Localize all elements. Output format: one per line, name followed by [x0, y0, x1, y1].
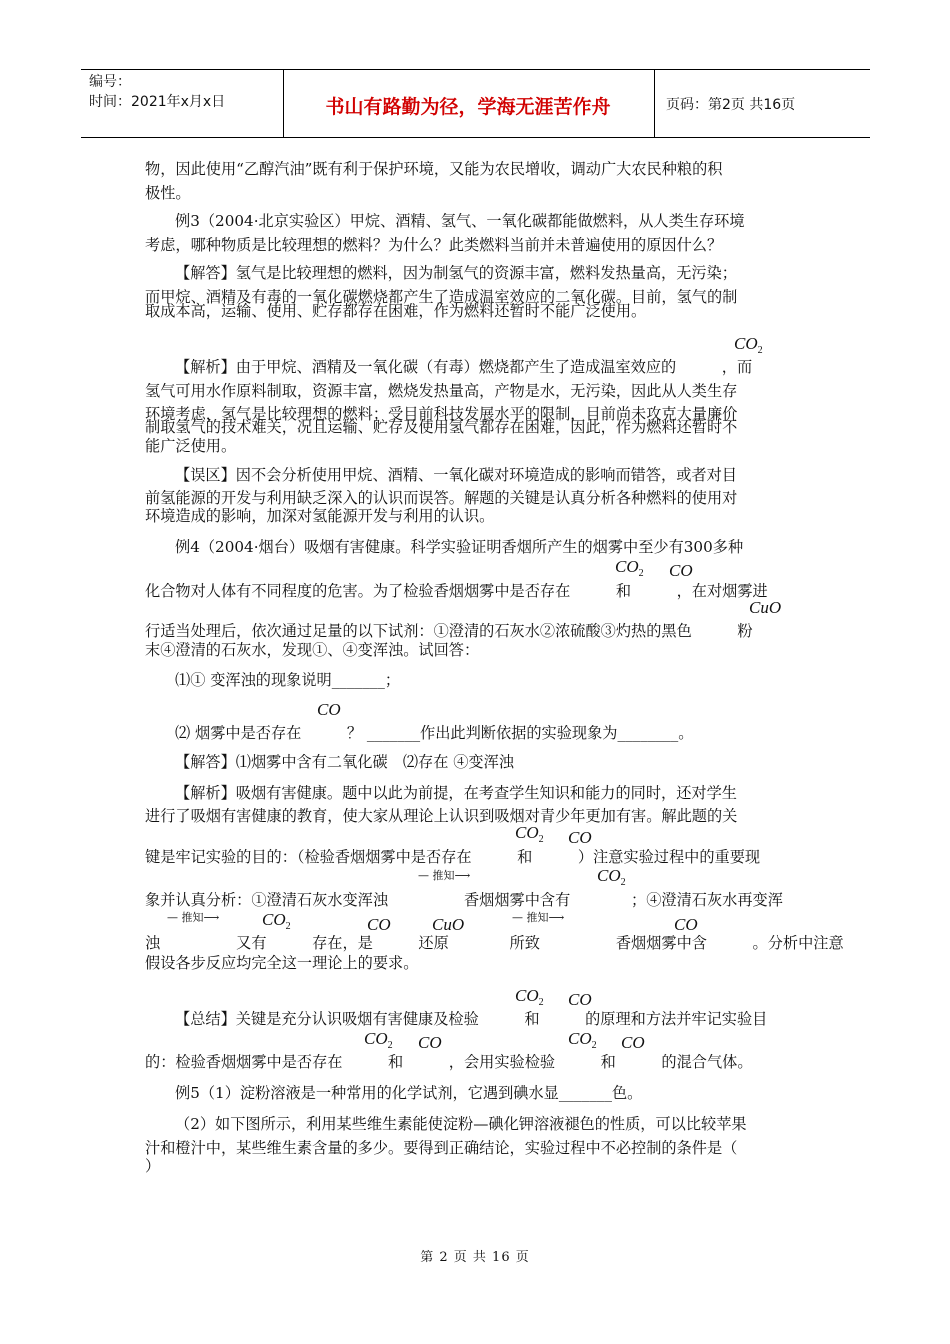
formula-co: CO: [568, 828, 592, 847]
text-line: 【解析】由于甲烷、酒精及一氧化碳（有毒）燃烧都产生了造成温室效应的 ，而: [175, 358, 753, 376]
text-line: 进行了吸烟有害健康的教育，使大家从理论上认识到吸烟对青少年更加有害。解此题的关: [145, 807, 738, 825]
formula-co: CO: [317, 700, 341, 719]
formula-co: CO: [367, 915, 391, 934]
text-line: 能广泛使用。: [145, 437, 237, 455]
date-label: 时间：2021年x月x日: [89, 94, 226, 110]
text-line: 象并认真分析：①澄清石灰水变浑浊 香烟烟雾中含有 ；④澄清石灰水再变浑: [145, 891, 783, 909]
text-line: 浊 又有 存在，是 还原 所致 香烟烟雾中含 。分析中注意: [145, 934, 844, 952]
formula-co2: $CO_2$: [515, 823, 544, 845]
text-line: 假设各步反应均完全这一理论上的要求。: [145, 954, 419, 972]
text-line: 考虑，哪种物质是比较理想的燃料？为什么？此类燃料当前并未普遍使用的原因什么？: [145, 236, 723, 254]
header-page-label: 页码：第2页 共16页: [666, 97, 796, 113]
text-line: 【解答】⑴烟雾中含有二氧化碳 ⑵存在 ④变浑浊: [175, 753, 514, 771]
inference-arrow: — 推知⟶: [512, 911, 565, 924]
text-line: 物，因此使用“乙醇汽油”既有利于保护环境，又能为农民增收，调动广大农民种粮的积: [145, 160, 723, 178]
text-line: ）: [145, 1157, 161, 1175]
formula-co: CO: [418, 1033, 442, 1052]
formula-co2: $CO_2$: [364, 1029, 393, 1051]
text-line: 的：检验香烟烟雾中是否存在 和 ，会用实验检验 和 的混合气体。: [145, 1053, 753, 1071]
text-line: 而甲烷、酒精及有毒的一氧化碳燃烧都产生了造成温室效应的二氧化碳。目前，氢气的制: [145, 288, 738, 306]
text-line: 环境考虑，氢气是比较理想的燃料；受目前科技发展水平的限制，目前尚未攻克大量廉价: [145, 405, 738, 423]
number-label: 编号：: [89, 74, 131, 90]
text-line: 前氢能源的开发与利用缺乏深入的认识而误答。解题的关键是认真分析各种燃料的使用对: [145, 489, 738, 507]
formula-co: CO: [669, 561, 693, 580]
formula-co2: $CO_2$: [568, 1029, 597, 1051]
formula-co: CO: [568, 990, 592, 1009]
text-line: 例4（2004·烟台）吸烟有害健康。科学实验证明香烟所产生的烟雾中至少有300多种: [175, 538, 744, 556]
formula-co: CO: [621, 1033, 645, 1052]
text-line: 极性。: [145, 184, 191, 202]
formula-co2: $CO_2$: [262, 910, 291, 932]
text-line: 【总结】关键是充分认识吸烟有害健康及检验 和 的原理和方法并牢记实验目: [175, 1010, 768, 1028]
text-line: 例5（1）淀粉溶液是一种常用的化学试剂，它遇到碘水显_______色。: [175, 1084, 643, 1102]
header-divider: [654, 70, 655, 137]
formula-co2: $CO_2$: [734, 334, 763, 356]
text-line: 取成本高，运输、使用、贮存都存在困难，作为燃料还暂时不能广泛使用。: [145, 302, 647, 320]
text-line: ⑴① 变浑浊的现象说明_______；: [175, 671, 401, 689]
formula-cuo: CuO: [432, 915, 465, 934]
text-line: 环境造成的影响，加深对氢能源开发与利用的认识。: [145, 507, 495, 525]
text-line: 制取氢气的技术难关，况且运输、贮存及使用氢气都存在困难，因此，作为燃料还暂时不: [145, 418, 738, 436]
inference-arrow: — 推知⟶: [418, 869, 471, 882]
text-line: 行适当处理后，依次通过足量的以下试剂：①澄清的石灰水②浓硫酸③灼热的黑色 粉: [145, 622, 753, 640]
text-line: 键是牢记实验的目的：（检验香烟烟雾中是否存在 和 ）注意实验过程中的重要现: [145, 848, 761, 866]
formula-co2: $CO_2$: [615, 557, 644, 579]
text-line: ⑵ 烟雾中是否存在 ？ _______作出此判断依据的实验现象为________。: [175, 724, 694, 742]
text-line: 例3（2004·北京实验区）甲烷、酒精、氢气、一氧化碳都能做燃料，从人类生存环境: [175, 212, 745, 230]
formula-co2: $CO_2$: [515, 986, 544, 1008]
header-motto: 书山有路勤为径，学海无涯苦作舟: [325, 96, 611, 118]
formula-co2: $CO_2$: [597, 866, 626, 888]
header-left: [89, 72, 225, 112]
text-line: 【解析】吸烟有害健康。题中以此为前提，在考查学生知识和能力的同时，还对学生: [175, 784, 737, 802]
page-footer: 第 2 页 共 16 页: [420, 1250, 530, 1265]
text-line: （2）如下图所示，利用某些维生素能使淀粉—碘化钾溶液褪色的性质，可以比较苹果: [175, 1115, 747, 1133]
formula-cuo: CuO: [749, 598, 782, 617]
text-line: 末④澄清的石灰水，发现①、④变浑浊。试回答：: [145, 641, 480, 659]
text-line: 【误区】因不会分析使用甲烷、酒精、一氧化碳对环境造成的影响而错答，或者对目: [175, 466, 737, 484]
text-line: 化合物对人体有不同程度的危害。为了检验香烟烟雾中是否存在 和 ，在对烟雾进: [145, 582, 768, 600]
text-line: 【解答】氢气是比较理想的燃料，因为制氢气的资源丰富，燃料发热量高，无污染；: [175, 264, 737, 282]
page-header: [81, 69, 870, 138]
formula-co: CO: [674, 915, 698, 934]
text-line: 汁和橙汁中，某些维生素含量的多少。要得到正确结论，实验过程中不必控制的条件是（: [145, 1139, 738, 1157]
text-line: 氢气可用水作原料制取，资源丰富，燃烧发热量高，产物是水，无污染，因此从人类生存: [145, 382, 738, 400]
inference-arrow: — 推知⟶: [167, 911, 220, 924]
